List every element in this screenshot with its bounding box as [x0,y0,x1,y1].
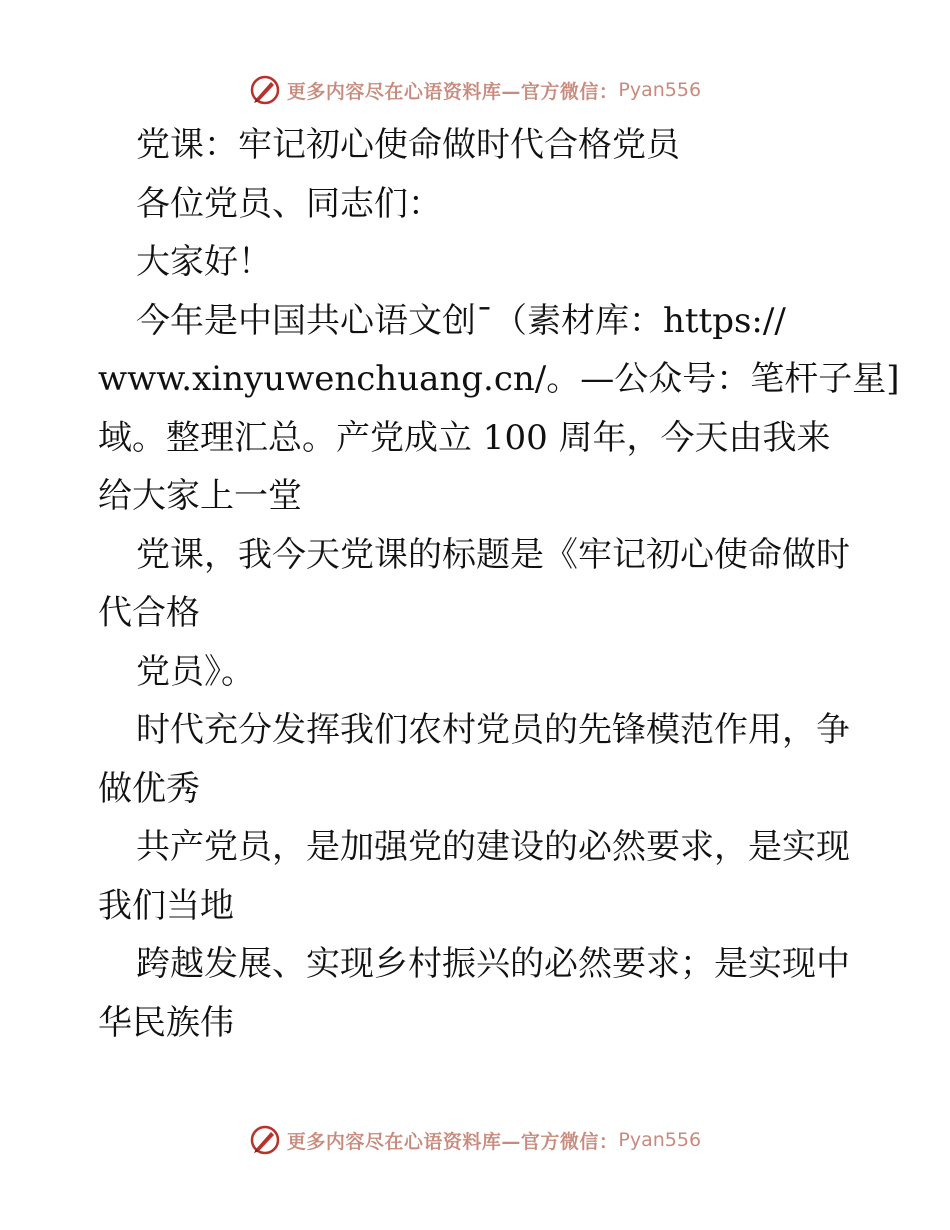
header-banner-text: 更多内容尽在心语资料库—官方微信： [286,80,619,103]
header-banner-id: Pyan556 [618,79,702,101]
body-line-4: 给大家上一堂 [98,476,302,516]
body-line-8: 时代充分发挥我们农村党员的先锋模范作用，争 [136,710,850,750]
body-line-11: 我们当地 [98,885,234,926]
document-title: 党课：牢记初心使命做时代合格党员 [136,125,680,165]
greeting: 大家好！ [136,242,272,282]
footer-banner-text: 更多内容尽在心语资料库—官方微信： [286,1130,619,1153]
pen-logo-icon [249,1124,281,1156]
body-line-5: 党课，我今天党课的标题是《牢记初心使命做时 [136,534,850,575]
salutation: 各位党员、同志们： [136,183,442,224]
body-line-6: 代合格 [98,593,200,633]
header-banner [0,70,950,110]
body-line-13: 华民族伟 [98,1002,234,1043]
document-body [98,116,900,1052]
body-line-2: www.xinyuwenchuang.cn/。—公众号：笔杆子星] [98,359,900,399]
footer-banner [0,1120,950,1160]
body-line-9: 做优秀 [98,768,200,809]
body-line-3: 域。整理汇总。产党成立 100 周年，今天由我来 [98,417,831,458]
body-line-7: 党员》。 [136,651,255,692]
body-line-12: 跨越发展、实现乡村振兴的必然要求；是实现中 [136,944,850,984]
body-line-1: 今年是中国共心语文创¯（素材库：https:// [136,300,786,341]
body-line-10: 共产党员，是加强党的建设的必然要求，是实现 [136,827,850,867]
pen-logo-icon [249,74,281,106]
footer-banner-id: Pyan556 [618,1129,702,1151]
